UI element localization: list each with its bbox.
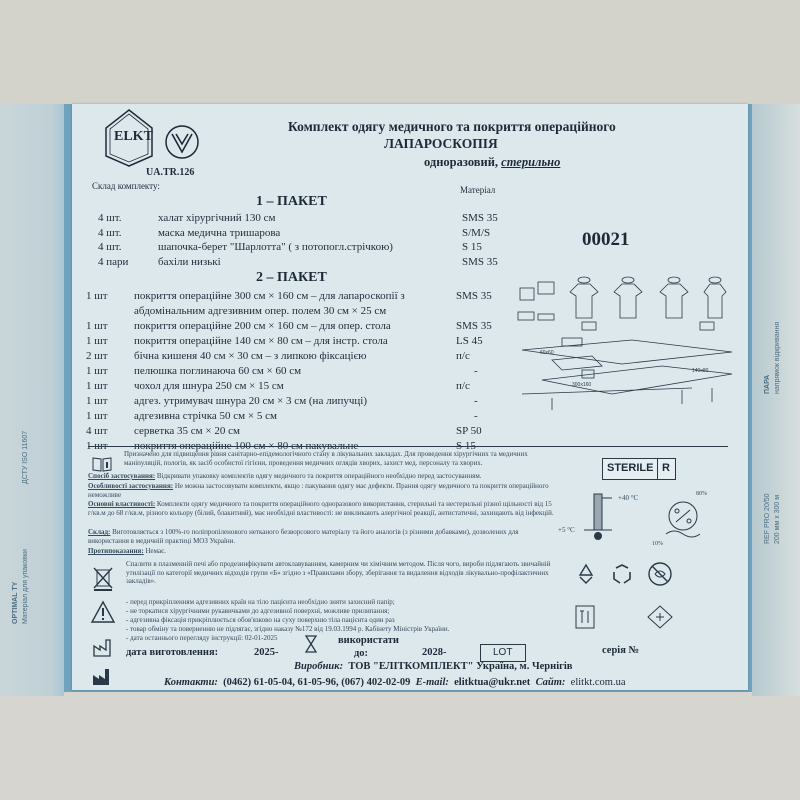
pack2-qty: 1 шт — [86, 320, 108, 332]
warning-line: - не торкатися хірургічними рукавичками до адгезивної поверхні, можливе прилипання; — [126, 607, 390, 615]
diagram-label-c: 140x80 — [692, 368, 709, 374]
food-contact-icon — [574, 604, 596, 630]
material-label: Матеріал — [460, 185, 496, 195]
recycle-icon-2 — [610, 562, 634, 586]
pack2-name: покриття операційне 300 см × 160 см – для лапароскопії з — [134, 290, 405, 302]
pack2-material: LS 45 — [456, 335, 483, 347]
pack1-name: маска медична тришарова — [158, 226, 281, 239]
pack1-material: SMS 35 — [462, 212, 498, 224]
ua-tr-mark-icon — [164, 122, 200, 162]
pack2-qty: 1 шт — [86, 395, 108, 407]
title-line-3: одноразовий, стерильно — [424, 155, 561, 169]
pack2-qty: 1 шт — [86, 380, 108, 392]
pack2-material: S 15 — [456, 440, 476, 452]
pack2-heading: 2 – ПАКЕТ — [256, 270, 327, 285]
warning-line: - дата останнього перегляду інструкції: 02-01-2025 — [126, 634, 278, 642]
package-seal-right — [752, 104, 800, 696]
humidity-top: 80% — [696, 491, 707, 497]
made-value: 2025- — [254, 647, 279, 658]
pack2-qty: 1 шт — [86, 335, 108, 347]
side-text-right-4: 200 мм x 300 м — [774, 494, 781, 544]
features-text: Особливості застосування: Не можна застосовувати комплекти, якщо : пакування одягу має дефекти. Прання одягу медичного та покриття операційного неможливе — [88, 482, 549, 499]
series-label: серія № — [602, 645, 640, 656]
pack2-qty: 1 шт — [86, 365, 108, 377]
composition-text: Склад: Виготовляється з 100%-го поліпропіленового нетканого безворсового матеріалу та його аналогів (з різними добавками), дозволених для використання в медичній практиці МОЗ України. — [88, 528, 519, 545]
table-surface — [0, 692, 800, 800]
pack2-name: чохол для шнура 250 см × 15 см — [134, 380, 284, 392]
side-text-right-1: ПАРА — [764, 374, 771, 394]
use-label-2: до: — [354, 648, 369, 659]
package-seal-left — [0, 104, 64, 696]
use-label: використати — [338, 635, 399, 646]
use-value: 2028- — [422, 647, 447, 658]
sterile-code: R — [662, 462, 670, 474]
title-line-2: ЛАПАРОСКОПІЯ — [384, 136, 498, 151]
pack2-qty: 2 шт — [86, 350, 108, 362]
pack2-material: SMS 35 — [456, 320, 492, 332]
pack2-name: адгез. утримувач шнура 20 см × 3 см (на липучці) — [134, 395, 367, 407]
contraindications-text: Протипоказання: Немає. — [88, 547, 166, 555]
pack2-material: п/с — [456, 350, 470, 362]
cert-text: UA.TR.126 — [146, 167, 195, 178]
pack1-name: халат хірургічний 130 см — [158, 212, 276, 224]
temp-max: +40 °C — [618, 494, 639, 502]
warning-icon — [90, 600, 116, 624]
warning-line: - адгезивна фіксація прикріплюється обов'язково на суху поверхню тіла пацієнта один раз — [126, 616, 395, 624]
pack1-qty: 4 шт. — [98, 212, 122, 224]
sterile-symbol — [602, 458, 676, 480]
pack1-heading: 1 – ПАКЕТ — [256, 194, 327, 209]
pack2-material: - — [474, 365, 478, 377]
maker-line: Виробник: ТОВ "ЕЛІТКОМПЛЕКТ" Україна, м. Чернігів — [294, 661, 573, 672]
pack1-qty: 4 шт. — [98, 226, 122, 239]
pack2-name: покриття операційне 200 см × 160 см – для опер. стола — [134, 320, 391, 332]
contacts-line: Контакти: (0462) 61-05-04, 61-05-96, (067) 402-02-09 E-mail: elitktua@ukr.net Сайт: elitkt.com.ua — [164, 677, 626, 688]
kit-illustration — [512, 270, 732, 420]
pack2-material: - — [474, 410, 478, 422]
purpose-text: Призначено для підвищення рівня санітарно-епідемологічного стану в лікувальних закладах. Для проведення хірургічних та медичних маніпуляцій, пологів, як засіб особистої гігієни, проведення медичних оглядів хворих, захист мед. персоналу та хворих. — [124, 450, 528, 467]
no-trash-icon — [90, 564, 116, 592]
pack2-name: бічна кишеня 40 см × 30 см – з липкою фіксацією — [134, 350, 367, 362]
pack2-material: п/с — [456, 380, 470, 392]
pack2-name: адгезивна стрічка 50 см × 5 см — [134, 410, 277, 422]
properties-text: Основні властивості: Комплекти одягу медичного та покриття операційного одноразового використання, стерильні та нестерильні різної щільності від 15 г/кв.м до 68 г/кв.м, різного кольору (білий, блакитний), має необхідні властивості: не викликають алергічної реакції, антистатичні, захищають від інфекцій. — [88, 500, 554, 517]
title-line-1: Комплект одягу медичного та покриття операційного — [288, 119, 616, 134]
pack1-material: S 15 — [462, 241, 482, 253]
sterile-text: STERILE — [607, 462, 654, 474]
warning-line: - перед прикріпленням адгезивних країв на тіло пацієнта необхідно зняти захисний папір; — [126, 598, 395, 606]
usage-text: Спосіб застосування: Відкривати упаковку комплектів одягу медичного та покриття операційного необхідно перед застосуванням. — [88, 472, 482, 480]
pack2-material: SP 50 — [456, 425, 482, 437]
pack2-material: - — [474, 395, 478, 407]
side-text-left-3: Матеріал для упаковки — [22, 549, 29, 624]
pack2-name: покриття операційне 100 см × 80 см пакувальне — [134, 440, 359, 452]
pack1-name: шапочка-берет "Шарлотта" ( з потопогл.стрічкою) — [158, 241, 393, 253]
read-instructions-icon — [92, 456, 112, 472]
brand-text: ELKT — [114, 129, 153, 144]
pack2-qty: 1 шт — [86, 440, 108, 452]
pack1-qty: 4 пари — [98, 255, 129, 268]
product-number: 00021 — [582, 229, 630, 250]
diagram-label-a: 300x160 — [572, 382, 592, 388]
pack2-name-cont: абдомінальним адгезивним опер. полем 30 см × 25 см — [134, 305, 387, 317]
factory-icon — [92, 638, 114, 658]
pack2-name: серветка 35 см × 20 см — [134, 425, 240, 437]
pack1-material: S/M/S — [462, 226, 491, 239]
warning-line: - товар обміну та поверненню не підлягає, згідно наказу №172 від 19.03.1994 р. Кабінету Міністрів України. — [126, 625, 450, 633]
lot-text: LOT — [493, 647, 513, 658]
heat-icon — [646, 604, 674, 630]
pack1-name: бахіли низькі — [158, 255, 221, 268]
pack2-name: покриття операційне 140 см × 80 см – для інстр. стола — [134, 335, 388, 347]
side-text-right-3: REF PRO 20/50 — [764, 493, 771, 544]
pack1-material: SMS 35 — [462, 255, 498, 268]
humidity-bottom: 10% — [652, 541, 663, 547]
pack2-qty: 1 шт — [86, 290, 108, 302]
diagram-label-b: 60x60 — [540, 350, 554, 356]
made-label: дата виготовлення: — [126, 647, 219, 658]
product-label — [72, 104, 748, 690]
pack2-name: пелюшка поглинаюча 60 см × 60 см — [134, 365, 302, 377]
pack2-qty: 4 шт — [86, 425, 108, 437]
hourglass-icon — [304, 634, 318, 654]
recycle-icon — [574, 562, 598, 586]
pack2-qty: 1 шт — [86, 410, 108, 422]
pack1-qty: 4 шт. — [98, 241, 122, 253]
side-text-left-1: ДСТУ ISO 11607 — [22, 430, 29, 484]
temp-min: +5 °C — [558, 526, 575, 534]
manufacturer-icon — [92, 668, 112, 686]
divider-top — [88, 446, 728, 447]
do-not-reuse-icon — [646, 560, 674, 588]
pack2-material: SMS 35 — [456, 290, 492, 302]
disposal-text: Спалити в плазменній печі або продезинфікувати автоклавуванням, камерним чи хімічним методом. Після чого, вироби підлягають звичайній утилізації по категорії медичних відходів групи «Б» згідно з «Правилами збору, зберігання та видалення відходів лікувально-профілактичних закладів». — [126, 560, 551, 585]
composition-label: Склад комплекту: — [92, 181, 160, 191]
side-text-right-2: напрямок відкривання — [774, 321, 781, 394]
side-text-left-2: OPTIMAL TY — [12, 581, 19, 624]
